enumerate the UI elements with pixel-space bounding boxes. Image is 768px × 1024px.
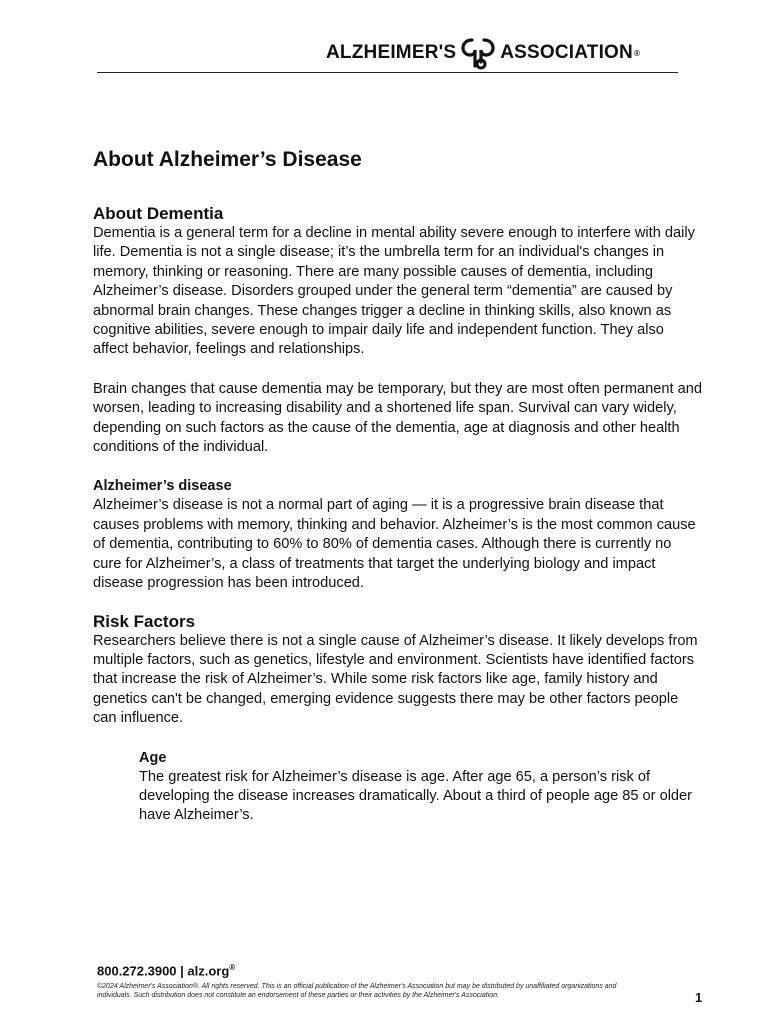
page-title: About Alzheimer’s Disease — [93, 148, 362, 171]
footer-legal-notice: ©2024 Alzheimer's Association®. All rights reserved. This is an official publication of the Alzheimer's Association but may be distributed by unaffiliated organizations and individuals. Such distribution does not constitute an endorsement of these parties or their activities by the Alzheimer's Association. — [97, 983, 617, 999]
section-heading-risk-factors: Risk Factors — [93, 611, 196, 631]
section-heading-about-dementia: About Dementia — [93, 204, 224, 223]
age-paragraph: The greatest risk for Alzheimer’s disease is age. After age 65, a person’s risk of developing the disease increases dramatically. About a third of people age 85 or older have Alzheimer’s. — [139, 768, 693, 824]
subheading-age: Age — [139, 749, 167, 766]
alzheimers-association-logo — [326, 36, 640, 70]
logo-text-left: ALZHEIMER'S — [326, 42, 457, 63]
header-divider — [97, 72, 678, 73]
logo-registered-mark: ® — [633, 48, 641, 58]
footer-contact-text: 800.272.3900 | alz.org — [97, 963, 230, 979]
footer-contact — [97, 960, 717, 979]
dementia-paragraph-1: Dementia is a general term for a decline in mental ability severe enough to interfere with daily life. Dementia is not a single disease; it’s the umbrella term for an individual's changes in memory, thinking or reasoning. There are many possible causes of dementia, including Alzheimer’s disease. Disorders grouped under the general term “dementia” are caused by abnormal brain changes. These changes trigger a decline in thinking skills, also known as cognitive abilities, severe enough to impair daily life and independent function. They also affect behavior, feelings and relationships. — [93, 225, 695, 358]
alzheimers-paragraph: Alzheimer’s disease is not a normal part of aging — it is a progressive brain disease that causes problems with memory, thinking and behavior. Alzheimer’s is the most common cause of dementia, contributing to 60% to 80% of dementia cases. Although there is currently no cure for Alzheimer’s, a class of treatments that target the underlying biology and impact disease progression has been introduced. — [93, 497, 696, 592]
logo-text-right: ASSOCIATION — [500, 42, 633, 63]
document-body — [93, 146, 703, 826]
page-footer — [97, 960, 717, 1000]
footer-registered-mark: ® — [229, 963, 236, 972]
age-subsection — [139, 749, 703, 826]
page-number: 1 — [695, 990, 703, 1005]
subheading-alzheimers-disease: Alzheimer’s disease — [93, 478, 232, 495]
brain-logo-icon — [460, 36, 496, 70]
dementia-paragraph-2: Brain changes that cause dementia may be temporary, but they are most often permanent and worsen, leading to increasing disability and a shortened life span. Survival can vary widely, depending on such factors as the cause of the dementia, age at diagnosis and other health conditions of the individual. — [93, 380, 702, 456]
risk-factors-paragraph: Researchers believe there is not a single cause of Alzheimer’s disease. It likely develops from multiple factors, such as genetics, lifestyle and environment. Scientists have identified factors that increase the risk of Alzheimer’s. While some risk factors like age, family history and genetics can't be changed, emerging evidence suggests there may be other factors people can influence. — [93, 632, 698, 727]
